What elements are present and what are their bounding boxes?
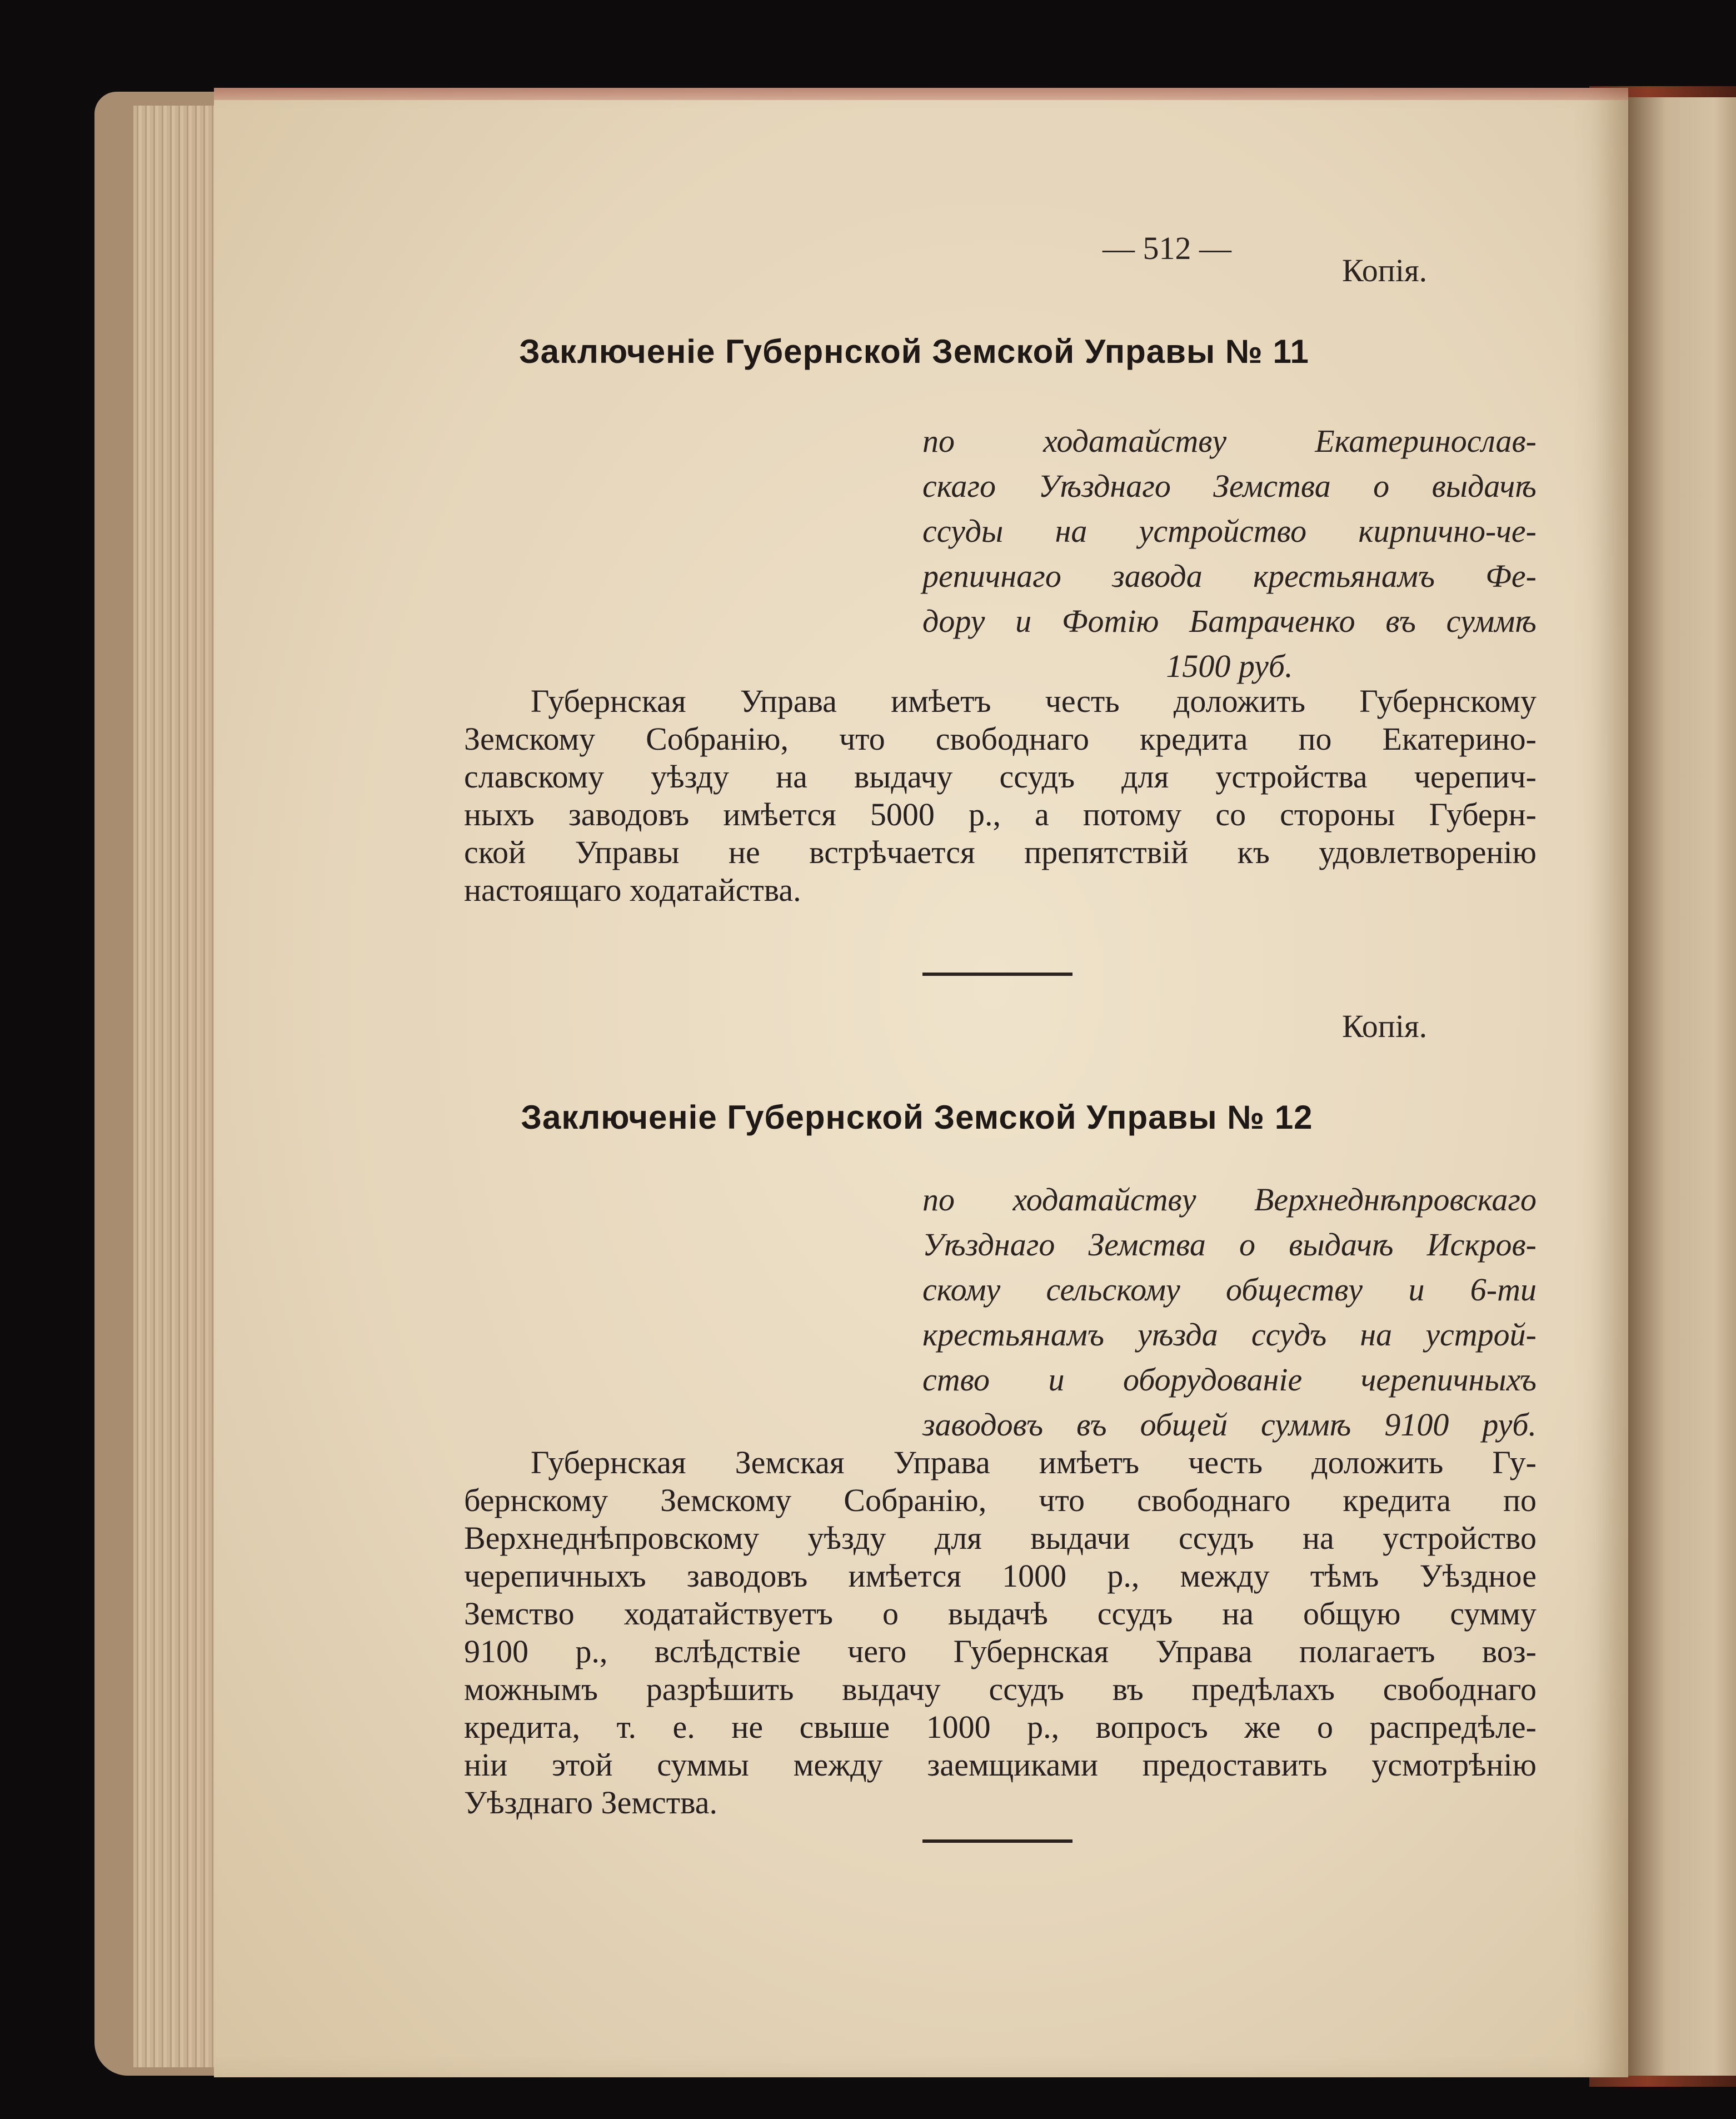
body-11 bbox=[464, 682, 1537, 909]
body-11-line: Губернская Управа имѣетъ честь доложить Губернскому bbox=[531, 683, 1537, 719]
subtitle-12-line: заводовъ въ общей суммѣ 9100 руб. bbox=[922, 1407, 1537, 1443]
document-page bbox=[214, 88, 1628, 2077]
heading-11: Заключеніе Губернской Земской Управы № 11 bbox=[519, 333, 1309, 370]
body-11-line: ныхъ заводовъ имѣется 5000 р., а потому со стороны Губерн- bbox=[464, 796, 1537, 832]
subtitle-12-line: Уѣзднаго Земства о выдачѣ Искров- bbox=[922, 1226, 1537, 1263]
body-11-line: Земскому Собранію, что свободнаго кредита по Екатерино- bbox=[464, 721, 1537, 757]
subtitle-12 bbox=[922, 1177, 1537, 1447]
page-stack-edge bbox=[133, 106, 222, 2067]
subtitle-11-line: репичнаго завода крестьянамъ Фе- bbox=[922, 558, 1537, 594]
subtitle-11-line: 1500 руб. bbox=[1166, 648, 1293, 684]
body-12-line: Уѣзднаго Земства. bbox=[464, 1784, 718, 1821]
body-12-line: можнымъ разрѣшить выдачу ссудъ въ предѣлахъ свободнаго bbox=[464, 1671, 1537, 1707]
subtitle-11-line: дору и Фотію Батраченко въ суммѣ bbox=[922, 603, 1537, 639]
copy-label-2: Копія. bbox=[1342, 1008, 1428, 1044]
body-12-line: кредита, т. е. не свыше 1000 р., вопросъ же о распредѣле- bbox=[464, 1709, 1537, 1745]
body-11-line: ской Управы не встрѣчается препятствій къ удовлетворенію bbox=[464, 834, 1537, 870]
subtitle-12-line: по ходатайству Верхнеднѣпровскаго bbox=[922, 1181, 1537, 1218]
body-12-line: черепичныхъ заводовъ имѣется 1000 р., между тѣмъ Уѣздное bbox=[464, 1558, 1537, 1594]
body-12-line: 9100 р., вслѣдствіе чего Губернская Управа полагаетъ воз- bbox=[464, 1633, 1537, 1669]
body-12-line: Верхнеднѣпровскому уѣзду для выдачи ссудъ на устройство bbox=[464, 1520, 1537, 1556]
page-number: — 512 — bbox=[1103, 230, 1231, 266]
body-12-line: Губернская Земская Управа имѣетъ честь доложить Гу- bbox=[531, 1444, 1537, 1480]
copy-label-1: Копія. bbox=[1342, 252, 1428, 288]
section-divider bbox=[922, 1839, 1072, 1843]
section-divider bbox=[922, 973, 1072, 976]
body-12 bbox=[464, 1444, 1537, 1822]
body-12-line: ніи этой суммы между заемщиками предоставить усмотрѣнію bbox=[464, 1747, 1537, 1783]
heading-12: Заключеніе Губернской Земской Управы № 12 bbox=[521, 1099, 1313, 1136]
subtitle-11-line: ссуды на устройство кирпично-че- bbox=[922, 513, 1537, 549]
body-12-line: бернскому Земскому Собранію, что свободнаго кредита по bbox=[464, 1482, 1537, 1518]
body-12-line: Земство ходатайствуетъ о выдачѣ ссудъ на общую сумму bbox=[464, 1596, 1537, 1632]
subtitle-11 bbox=[922, 418, 1537, 689]
subtitle-11-line: по ходатайству Екатеринослав- bbox=[922, 423, 1537, 459]
body-11-line: славскому уѣзду на выдачу ссудъ для устройства черепич- bbox=[464, 759, 1537, 795]
subtitle-12-line: ство и оборудованіе черепичныхъ bbox=[922, 1362, 1537, 1398]
subtitle-12-line: крестьянамъ уѣзда ссудъ на устрой- bbox=[922, 1317, 1537, 1353]
facing-page-edge bbox=[1628, 97, 1736, 2076]
subtitle-12-line: скому сельскому обществу и 6-ти bbox=[922, 1272, 1537, 1308]
subtitle-11-line: скаго Уѣзднаго Земства о выдачѣ bbox=[922, 468, 1537, 504]
body-11-line: настоящаго ходатайства. bbox=[464, 872, 801, 908]
